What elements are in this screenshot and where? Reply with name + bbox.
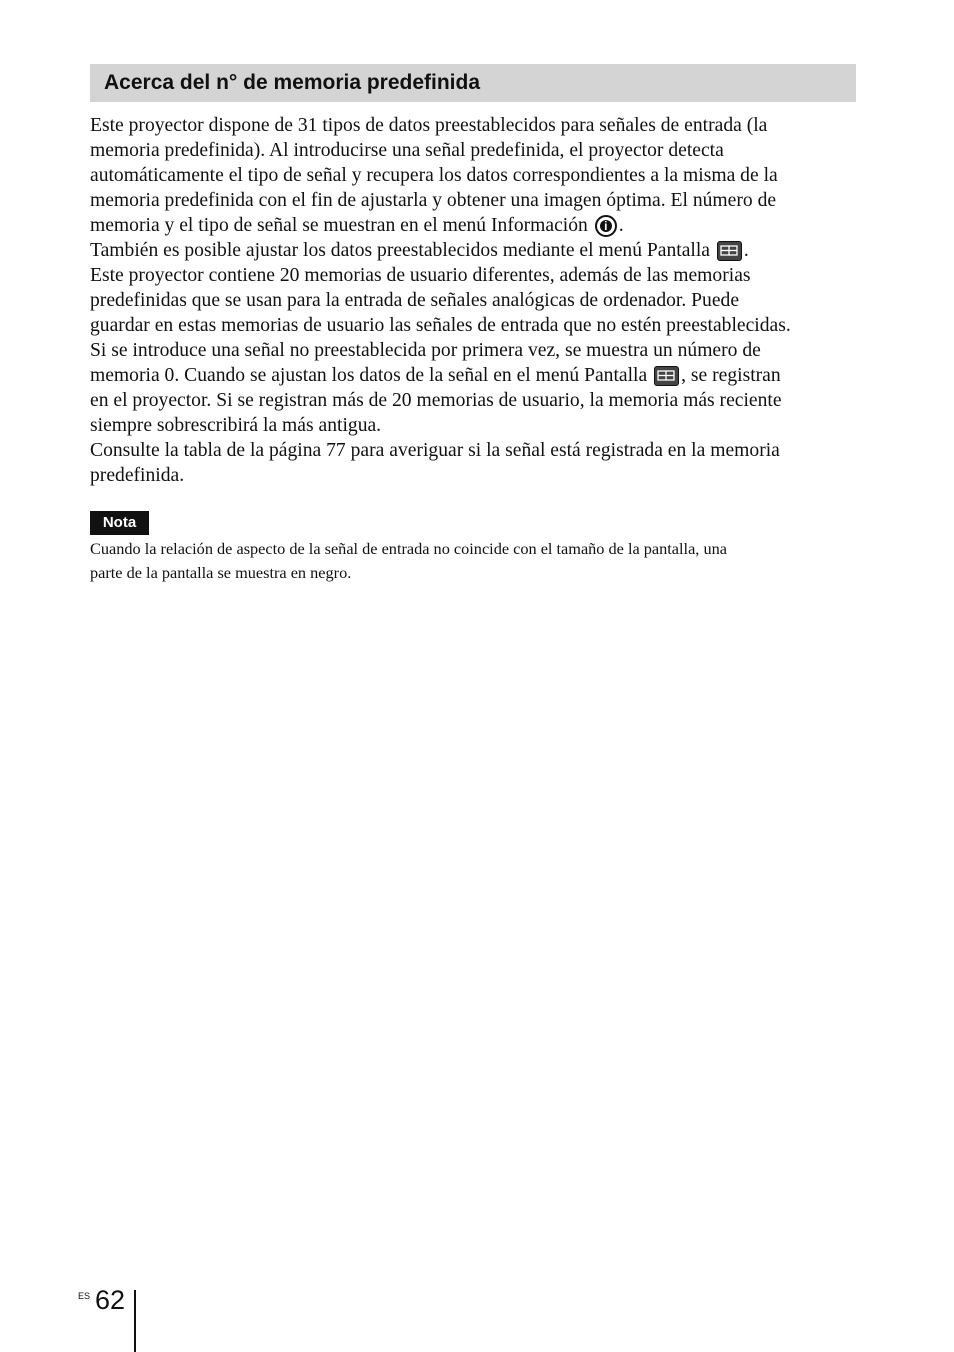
text-line: predefinida. — [90, 465, 185, 486]
text-line: Este proyector dispone de 31 tipos de datos preestablecidos para señales de entrada (la — [90, 115, 768, 136]
section-header — [90, 64, 856, 102]
note-line: parte de la pantalla se muestra en negro. — [90, 563, 352, 582]
page-number: 62 — [95, 1285, 126, 1315]
text-line: guardar en estas memorias de usuario las señales de entrada que no estén preestablecidas. — [90, 315, 791, 336]
body-text — [90, 113, 862, 488]
text-line: memoria predefinida con el fin de ajustarla y obtener una imagen óptima. El número de — [90, 190, 777, 211]
note-line: Cuando la relación de aspecto de la señal de entrada no coincide con el tamaño de la pantalla, una — [90, 539, 727, 558]
text-line: Este proyector contiene 20 memorias de usuario diferentes, además de las memorias — [90, 265, 751, 286]
page-language: ES — [78, 1291, 91, 1301]
note-badge: Nota — [90, 511, 149, 535]
page-divider — [134, 1290, 136, 1352]
text-line: Consulte la tabla de la página 77 para averiguar si la señal está registrada en la memoria — [90, 440, 780, 461]
text-line: automáticamente el tipo de señal y recupera los datos correspondientes a la misma de la — [90, 165, 778, 186]
section-title: Acerca del n° de memoria predefinida — [104, 71, 481, 94]
text-line: memoria 0. Cuando se ajustan los datos de la señal en el menú Pantalla , se registran — [90, 365, 781, 386]
text-line: memoria y el tipo de señal se muestran en el menú Información i . — [90, 213, 862, 238]
text-line: Si se introduce una señal no preestablecida por primera vez, se muestra un número de — [90, 340, 761, 361]
note-text — [90, 537, 862, 585]
text-line: También es posible ajustar los datos preestablecidos mediante el menú Pantalla . — [90, 240, 749, 261]
text-line: en el proyector. Si se registran más de 20 memorias de usuario, la memoria más reciente — [90, 390, 782, 411]
text-line: predefinidas que se usan para la entrada de señales analógicas de ordenador. Puede — [90, 290, 740, 311]
screen-menu-icon — [717, 241, 742, 261]
info-icon — [595, 215, 617, 237]
screen-menu-icon — [654, 366, 679, 386]
text-line: siempre sobrescribirá la más antigua. — [90, 415, 382, 436]
text-line: memoria predefinida). Al introducirse una señal predefinida, el proyector detecta — [90, 140, 724, 161]
